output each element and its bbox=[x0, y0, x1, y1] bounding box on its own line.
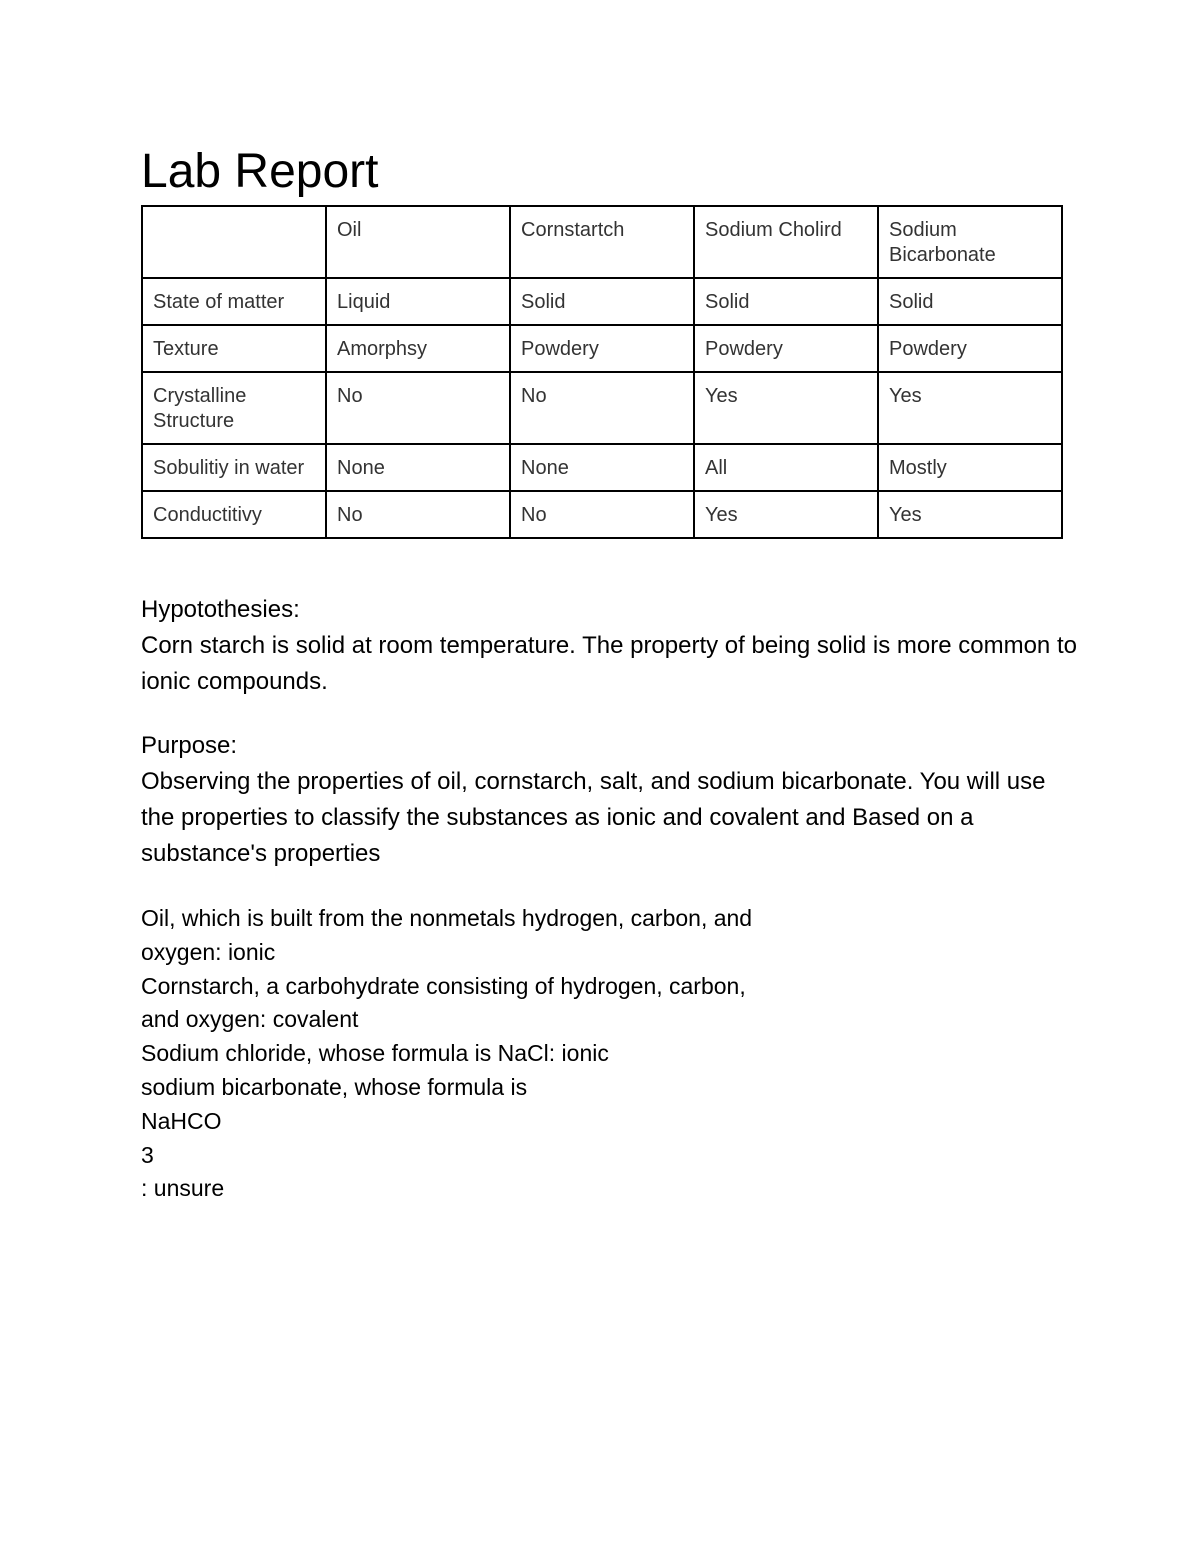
table-cell: No bbox=[326, 372, 510, 444]
table-cell: All bbox=[694, 444, 878, 491]
list-item: Sodium chloride, whose formula is NaCl: ionic bbox=[141, 1040, 609, 1067]
table-row bbox=[142, 372, 1062, 444]
table-cell: Yes bbox=[694, 491, 878, 538]
table-cell: Yes bbox=[878, 491, 1062, 538]
table-cell: Amorphsy bbox=[326, 325, 510, 372]
table-cell: Solid bbox=[694, 278, 878, 325]
table-row bbox=[142, 491, 1062, 538]
table-row bbox=[142, 278, 1062, 325]
table-row-label: Texture bbox=[142, 325, 326, 372]
properties-table bbox=[141, 205, 1063, 539]
table-cell: Powdery bbox=[510, 325, 694, 372]
table-row bbox=[142, 325, 1062, 372]
purpose-section bbox=[141, 728, 1081, 872]
table-row-label: State of matter bbox=[142, 278, 326, 325]
hypothesis-heading: Hypotothesies: bbox=[141, 596, 300, 623]
table-cell: Yes bbox=[694, 372, 878, 444]
table-cell: Solid bbox=[510, 278, 694, 325]
table-cell: No bbox=[510, 491, 694, 538]
purpose-heading: Purpose: bbox=[141, 732, 238, 759]
table-cell: Powdery bbox=[878, 325, 1062, 372]
table-header-cell: Oil bbox=[326, 206, 510, 278]
list-item: sodium bicarbonate, whose formula is bbox=[141, 1073, 528, 1100]
list-item: Cornstarch, a carbohydrate consisting of hydrogen, carbon, bbox=[141, 972, 746, 999]
table-row-label: Crystalline Structure bbox=[142, 372, 326, 444]
list-item: and oxygen: covalent bbox=[141, 1006, 359, 1033]
table-header-row bbox=[142, 206, 1062, 278]
table-cell: None bbox=[326, 444, 510, 491]
table-header-cell bbox=[142, 206, 326, 278]
table-cell: Solid bbox=[878, 278, 1062, 325]
list-item: oxygen: ionic bbox=[141, 938, 276, 965]
list-item: 3 bbox=[141, 1141, 154, 1168]
table-cell: Powdery bbox=[694, 325, 878, 372]
table-row bbox=[142, 444, 1062, 491]
list-item: NaHCO bbox=[141, 1107, 222, 1134]
table-cell: No bbox=[510, 372, 694, 444]
table-header-cell: Sodium Cholird bbox=[694, 206, 878, 278]
table-header-cell: Sodium Bicarbonate bbox=[878, 206, 1062, 278]
table-cell: None bbox=[510, 444, 694, 491]
table-cell: Mostly bbox=[878, 444, 1062, 491]
hypothesis-text: Corn starch is solid at room temperature. The property of being solid is more common to ionic compounds. bbox=[141, 632, 1077, 695]
table-cell: Liquid bbox=[326, 278, 510, 325]
list-item: Oil, which is built from the nonmetals hydrogen, carbon, and bbox=[141, 905, 753, 931]
table-cell: Yes bbox=[878, 372, 1062, 444]
classification-list bbox=[141, 902, 1081, 1206]
table-row-label: Conductitivy bbox=[142, 491, 326, 538]
page-title: Lab Report bbox=[141, 145, 379, 198]
table-cell: No bbox=[326, 491, 510, 538]
purpose-text: Observing the properties of oil, cornstarch, salt, and sodium bicarbonate. You will use the properties to classify the substances as ionic and covalent and Based on a substance's properties bbox=[141, 768, 1046, 867]
hypothesis-section bbox=[141, 592, 1081, 700]
table-header-cell: Cornstartch bbox=[510, 206, 694, 278]
list-item: : unsure bbox=[141, 1175, 225, 1202]
table-row-label: Sobulitiy in water bbox=[142, 444, 326, 491]
